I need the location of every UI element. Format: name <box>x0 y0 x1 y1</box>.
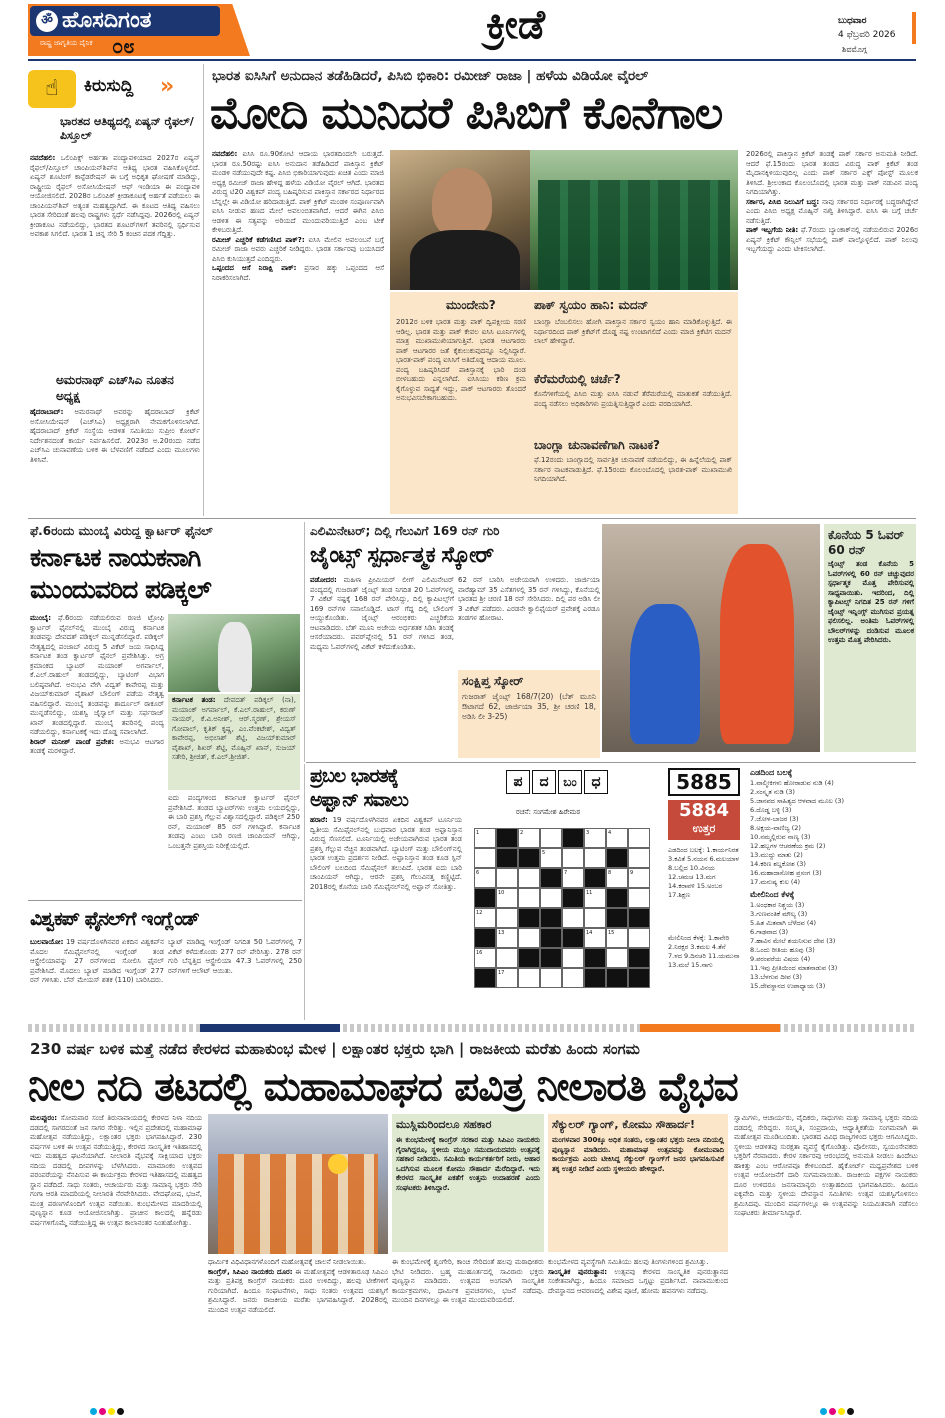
grid-cell <box>540 868 562 888</box>
grid-cell[interactable] <box>496 908 518 928</box>
cmyk-dot <box>847 1408 854 1415</box>
kirusuddi-title: ಕಿರುಸುದ್ದಿ <box>84 76 134 96</box>
grid-cell <box>628 948 650 968</box>
england-place: ಬುಲವಾಯೋ: <box>30 938 64 946</box>
grid-cell <box>518 908 540 928</box>
grid-cell[interactable] <box>562 908 584 928</box>
grid-cell[interactable] <box>562 968 584 988</box>
kirusuddi-place-1: ನವದೆಹಲಿ: <box>30 154 56 162</box>
konege-text: ಜೈಂಟ್ಸ್ ತಂಡ ಕೊನೆಯ 5 ಓವರ್‌ಗಳಲ್ಲಿ 60 ರನ್ ಚಚ್ಚುವುದರ ಸ್ಪರ್ಧಾತ್ಮಕ ಮೊತ್ತ ಪೇರಿಸುವಲ್ಲಿ ಸಾಧ್ಯವಾಯಿತು. ಇದರಿಂದ, ದಿಲ್ಲಿ ಕ್ಯಾಪಿಟಲ್ಸ್ ನಿಗದಿತ 25 ರನ್ ಗಳಿಗೆ ಜೈಂಟ್ಸ್ ಇನ್ನಿಂಗ್ಸ್ ಮುಗಿಸುವ ಪ್ರಯತ್ನ ಫಲಿಸಲಿಲ್ಲ. ಅಂತಿಮ ಓವರ್‌ಗಳಲ್ಲಿ ಬೌಲರ್‌ಗಳನ್ನು ದಂಡಿಸುವ ಮೂಲಕ ಉತ್ತಮ ಮೊತ್ತ ಪೇರಿಸಿದರು. <box>828 560 914 644</box>
answer-across: ಎಡದಿಂದ ಬಲಕ್ಕೆ: 1.ಕಾರ್ಯನಿರತ 3.ಕವಿತೆ 5.ನಯನ 6.ಮಲಯಾಳ 8.ಬಲ್ಲಿದ 10.ವಿನಯ 12.ಚಮಚ 13.ಮಗ 14.ಕರಾವಳಿ 15.ಅಂಬರ 17.ಶಿಕ್ಷಣ <box>668 846 739 899</box>
section-rule-3 <box>28 900 302 901</box>
lead-sub-1: ರಮೀಜ್ ಎಚ್ಚರಿಕೆ ಕಡೆಗಣಿಸಿದ ಪಾಕ್?: <box>212 235 305 244</box>
grid-cell <box>540 928 562 948</box>
grid-cell <box>496 848 518 868</box>
lead-kicker: ಭಾರತ ಐಸಿಸಿಗೆ ಅನುದಾನ ತಡೆಹಿಡಿದರೆ, ಪಿಸಿಬಿ ಭಿಕಾರಿ: ರಮೀಜ್ ರಾಜಾ | ಹಳೆಯ ವಿಡಿಯೋ ವೈರಲ್ <box>212 68 649 84</box>
kerala-sub-2: ಸಾಂಸ್ಕೃತಿಕ ಪುನರುತ್ಥಾನ: <box>548 1267 608 1276</box>
photo-striker <box>720 544 794 744</box>
clue-item: 10.ನಮ್ಮಲ್ಲಿರುವ ನಾಣ್ಯ (3) <box>750 833 811 841</box>
england-body-1: ಬುಲವಾಯೋ: 19 ವರ್ಷದೊಳಗಿನವರ ಏಕದಿನ ವಿಶ್ವಕಪ್‌ನ ಮೊದಲ ಸೆಮಿಫೈನಲ್‌ನಲ್ಲಿ ಇಂಗ್ಲೆಂಡ್ ತಂಡ ಆಸ್ಟ್ರೇಲಿಯಾವನ್ನು 27 ರನ್‌ಗಳಿಂದ ಸೋಲಿಸಿ ಫೈನಲ್ ಪ್ರವೇಶಿಸಿದೆ. ಮೊದಲು ಬ್ಯಾಟ್ ಮಾಡಿದ ಇಂಗ್ಲೆಂಡ್ 277 ರನ್ ಗಳಿಸಿತು. ಬೆನ್ ಮೇಯಸ್ ಶತಕ (110) ಬಾರಿಸಿದರು. <box>30 938 164 984</box>
grid-cell <box>606 908 628 928</box>
kirusuddi-head-1: ಭಾರತದ ಆತಿಥ್ಯದಲ್ಲಿ ಏಷ್ಯನ್ ರೈಫಲ್/ಪಿಸ್ತೂಲ್ <box>60 115 194 142</box>
grid-cell <box>496 828 518 848</box>
logo-tagline: ರಾಷ್ಟ್ರ ಜಾಗೃತಿಯ ದೈನಿಕ <box>40 39 93 47</box>
konege-title: ಕೊನೆಯ 5 ಓವರ್ 60 ರನ್ <box>828 528 904 557</box>
footer-registration-marks <box>90 1408 130 1416</box>
cmyk-dot <box>117 1408 124 1415</box>
grid-cell <box>540 908 562 928</box>
clue-item: 8.ಅಕ್ಷಯ-ವಾಣಿಜ್ಯ (2) <box>750 824 801 832</box>
box-body-4: ಫೆ.12ರಂದು ಬಾಂಗ್ಲಾದಲ್ಲಿ ಸಾರ್ವತ್ರಿಕ ಚುನಾವಣೆ ನಡೆಯಲಿದ್ದು, ಈ ಹಿನ್ನೆಲೆಯಲ್ಲಿ ಪಾಕ್ ಸರ್ಕಾರ ನಾಟಕವಾಡುತ್ತಿದೆ. ಫೆ.15ರಂದು ಕೊಲಂಬೊದಲ್ಲಿ ಭಾರತ-ಪಾಕ್ ಮುಖಾಮುಖಿ ನಿಗದಿಯಾಗಿದೆ. <box>534 456 732 483</box>
box-head-3: ಕೆರೆಮರೆಯಲ್ಲಿ ಚರ್ಚೆ? <box>534 372 621 386</box>
kerala-box-2-title: ಸೆಕ್ಯುಲರ್ ಗ್ಯಾಂಗ್, ಕೋಮು ಸೌಹಾರ್ದ! <box>552 1118 695 1131</box>
left-column-rule <box>203 64 204 516</box>
afghan-headline-2: ಅಫ್ಘಾನ್ ಸವಾಲು <box>310 789 408 811</box>
lead-col-1: ನವದೆಹಲಿ: ಐಸಿಸಿ ರೂ.90ಕೋಟಿ ಆದಾಯ ಭಾರತದಿಂದಲೇ ಬರುತ್ತದೆ. ಭಾರತ ರೂ.50ರಷ್ಟು ಐಸಿಸಿ ಅನುದಾನ ತಡೆಹಿಡಿದರೆ ಪಾಕಿಸ್ತಾನ ಕ್ರಿಕೆಟ್ ಮಂಡಳಿ ನಡೆಯುವುದೇ ಕಷ್ಟ. ಪಿಸಿಬಿ ಭಿಕಾರಿಯಾಗುವುದು ಖಚಿತ ಎಂದು ಮಾಜಿ ಅಧ್ಯಕ್ಷ ರಮೀಜ್ ರಾಜಾ ಹೇಳಿದ್ದ ಹಳೆಯ ವಿಡಿಯೋ ವೈರಲ್ ಆಗಿದೆ. ಭಾರತದ ವಿರುದ್ಧ ಟಿ20 ವಿಶ್ವಕಪ್ ಪಂದ್ಯ ಬಹಿಷ್ಕರಿಸುವ ಪಾಕಿಸ್ತಾನ ಸರ್ಕಾರದ ನಿರ್ಧಾರದ ಬೆನ್ನಲ್ಲೇ ಈ ವಿಡಿಯೋ ಹರಿದಾಡುತ್ತಿದೆ. ಪಾಕ್ ಕ್ರಿಕೆಟ್ ಮಂಡಳಿ ಸಂಪೂರ್ಣವಾಗಿ ಐಸಿಸಿ ನೀಡುವ ಹಣದ ಮೇಲೆ ಅವಲಂಬಿತವಾಗಿದೆ. ಆದರೆ ಈಗಿನ ಪಿಸಿಬಿ ಆಡಳಿತ ಈ ಸತ್ಯವನ್ನು ಅರಿಯದೆ ಮುಂದುವರಿಯುತ್ತಿದೆ ಎಂಬ ಟೀಕೆ ಕೇಳಿಬರುತ್ತಿದೆ. ರಮೀಜ್ ಎಚ್ಚರಿಕೆ ಕಡೆಗಣಿಸಿದ ಪಾಕ್?: ಐಸಿಸಿ ಮೇಲಿನ ಅವಲಂಬನೆ ಬಗ್ಗೆ ರಮೀಜ್ ರಾಜಾ ಅವರು ಎಚ್ಚರಿಕೆ ನೀಡಿದ್ದರು. ಭಾರತ ಸರ್ಕಾರವು ಬಯಸಿದರೆ ಪಿಸಿಬಿ ಕುಸಿಯುತ್ತದೆ ಎಂದಿದ್ದರು. ಒಪ್ಪಂದದ ಆಸೆ ನಿರಾಕ್ಷಿ ಪಾಕ್: ಪ್ರಸಾರ ಹಕ್ಕು ಒಪ್ಪಂದದ ಆಸೆ ನಿರಾಕರಿಸಲಾಗಿದೆ. <box>212 150 384 282</box>
grid-cell <box>628 908 650 928</box>
giants-place: ವಡೋದರ: <box>310 576 337 584</box>
grid-cell[interactable] <box>518 968 540 988</box>
grid-cell <box>562 888 584 908</box>
grid-cell[interactable]: 2 <box>518 828 540 848</box>
clue-item: 6.ದೊಡ್ಡ ಬಳ್ಳಿ (3) <box>750 806 792 814</box>
clue-item: 8.ಒಂದು ರೀತಿಯ ಹೂವು (3) <box>750 946 815 954</box>
grid-cell[interactable] <box>540 828 562 848</box>
karnataka-team-list: ದೇವದತ್ ಪಡಿಕ್ಕಲ್ (ನಾ), ಮಯಾಂಕ್ ಅಗರ್ವಾಲ್, ಕೆ.ಎಲ್.ರಾಹುಲ್, ಕರುಣ್ ನಾಯರ್, ಕೆ.ವಿ.ಅನೀಶ್, ಆರ್.ಸ್ಮರಣ್, ಶ್ರೇಯಸ್ ಗೋಪಾಲ್, ಕೃತಿಕ್ ಕೃಷ್ಣ, ಎಂ.ವೆಂಕಟೇಶ್, ವಿದ್ವತ್ ಕಾವೇರಪ್ಪ, ಅಭಿಲಾಶ್ ಶೆಟ್ಟಿ, ವಿಜಯ್‌ಕುಮಾರ್ ವೈಶಾಖ್, ಶಿಖರ್ ಶೆಟ್ಟಿ, ಮೊಹ್ಸಿನ್ ಖಾನ್, ಸುಜಯ್ ಸತೇರಿ, ಶ್ರೀಜಿತ್, ಕೆ.ಎಲ್.ಶ್ರೀಜಿತ್. <box>172 696 296 761</box>
masthead-accent-bar <box>912 12 916 44</box>
grid-cell[interactable] <box>606 948 628 968</box>
grid-cell[interactable]: 5 <box>540 848 562 868</box>
kerala-headline: ನೀಲ ನದಿ ತಟದಲ್ಲಿ ಮಹಾಮಾಘದ ಪವಿತ್ರ ನೀಲಾರತಿ ವೈಭವ <box>28 1065 738 1110</box>
giants-kicker: ಎಲಿಮಿನೇಟರ್; ದಿಲ್ಲಿ ಗೆಲುವಿಗೆ 169 ರನ್ ಗುರಿ <box>310 524 500 538</box>
clues-down-list <box>750 901 918 991</box>
section-title: ಕ್ರೀಡೆ <box>486 2 545 48</box>
masthead-city: ಶಿವಮೊಗ್ಗ <box>842 45 867 54</box>
clue-item: 13.ಮುದ್ದು ಮಾತು (2) <box>750 851 803 859</box>
clue-item: 1.ಅಂಧಕಾರ ನಿಶ್ಚಯ (3) <box>750 901 805 909</box>
kirusuddi-badge <box>28 68 184 108</box>
grid-cell[interactable] <box>628 828 650 848</box>
masthead <box>0 0 945 60</box>
lead-sub-2: ಒಪ್ಪಂದದ ಆಸೆ ನಿರಾಕ್ಷಿ ಪಾಕ್: <box>212 264 297 272</box>
giants-headline: ಜೈಂಟ್ಸ್ ಸ್ಪರ್ಧಾತ್ಮಕ ಸ್ಕೋರ್ <box>310 543 494 568</box>
box-body-2: ಬಾಂಗ್ಲಾ ಬೆಂಬಲಿಸಲು ಹೋಗಿ ಪಾಕಿಸ್ತಾನ ಸರ್ಕಾರ ಸ್ವಯಂ ಹಾನಿ ಮಾಡಿಕೊಳ್ಳುತ್ತಿದೆ. ಈ ನಿರ್ಧಾರದಿಂದ ಪಾಕ್ ಕ್ರಿಕೆಟ್‌ಗೆ ದೊಡ್ಡ ನಷ್ಟ ಉಂಟಾಗಲಿದೆ ಎಂದು ಮಾಜಿ ಕ್ರಿಕೆಟಿಗ ಮದನ್ ಲಾಲ್ ಹೇಳಿದ್ದಾರೆ. <box>534 318 732 345</box>
grid-cell[interactable] <box>628 848 650 868</box>
padikkal-sub: ಶಿರಾರ್ ಮನೀಶ್ ಪಾಂಡೆ ಪ್ರವೇಶ: <box>30 737 115 746</box>
afghan-place: ಹರಾರೆ: <box>310 816 328 824</box>
box-body-3: ಕೊನೆಗಳಿಗೆಯಲ್ಲಿ ಪಿಸಿಬಿ ಮತ್ತು ಐಸಿಸಿ ನಡುವೆ ತೆರೆಮರೆಯಲ್ಲಿ ಮಾತುಕತೆ ನಡೆಯುತ್ತಿದೆ. ಪಂದ್ಯ ನಡೆಸಲು ಅಧಿಕಾರಿಗಳು ಪ್ರಯತ್ನಿಸುತ್ತಿದ್ದಾರೆ ಎಂದು ವರದಿಯಾಗಿದೆ. <box>534 390 732 408</box>
grid-cell <box>628 968 650 988</box>
ramiz-raja-photo <box>390 150 530 290</box>
clue-item: 6.ಗಾಢವಾದ (3) <box>750 928 789 936</box>
answer-label: ಉತ್ತರ <box>692 822 716 835</box>
kerala-body-5: ಸ್ವಾಮಿಗಳು, ಆಚಾರ್ಯರು, ವೈದಿಕರು, ಸಾಧುಗಳು ಮತ್ತು ಸಾಮಾನ್ಯ ಭಕ್ತರು ನದಿಯ ದಡದಲ್ಲಿ ಸೇರಿದ್ದರು. ಸಂಸ್ಕೃತಿ, ಸಂಪ್ರದಾಯ, ಆಧ್ಯಾತ್ಮಿಕತೆಯ ಸಂಗಮವಾಗಿ ಈ ಮಹೋತ್ಸವ ಮೂಡಿಬಂದಿತು. ಭಾರತದ ವಿವಿಧ ರಾಜ್ಯಗಳಿಂದ ಭಕ್ತರು ಆಗಮಿಸಿದ್ದರು. ಸ್ಥಳೀಯ ಆಡಳಿತವು ಸುರಕ್ಷತಾ ವ್ಯವಸ್ಥೆ ಕೈಗೊಂಡಿತ್ತು. ಪೊಲೀಸರು, ಸ್ವಯಂಸೇವಕರು ಭಕ್ತರಿಗೆ ನೆರವಾದರು. ಕೇರಳ ಸರ್ಕಾರವು ಆರಂಭದಲ್ಲಿ ಅನುಮತಿ ನೀಡಲು ಹಿಂದೇಟು ಹಾಕಿತ್ತು ಎಂಬ ಆರೋಪವೂ ಕೇಳಿಬಂದಿದೆ. ಹೈಕೋರ್ಟ್ ಮಧ್ಯಪ್ರವೇಶದ ಬಳಿಕ ಉತ್ಸವ ಆಯೋಜನೆಗೆ ದಾರಿ ಸುಗಮವಾಯಿತು. ರಾಜಕೀಯ ಪಕ್ಷಗಳ ನಾಯಕರು ದೂರ ಉಳಿದರೂ ಜನಸಾಮಾನ್ಯರು ಉತ್ಸಾಹದಿಂದ ಭಾಗವಹಿಸಿದರು. ಹಿಂದೂ ಐಕ್ಯವೇದಿ ಮತ್ತು ಸ್ಥಳೀಯ ದೇವಸ್ಥಾನ ಸಮಿತಿಗಳು ಉತ್ಸವ ಯಶಸ್ವಿಗೊಳಿಸಲು ಶ್ರಮಿಸಿದವು. ಮುಂದಿನ ವರ್ಷಗಳಲ್ಲೂ ಈ ಉತ್ಸವವನ್ನು ನಿಯಮಿತವಾಗಿ ನಡೆಸಲು ಸಂಘಟಕರು ತೀರ್ಮಾನಿಸಿದ್ದಾರೆ. <box>734 1114 918 1217</box>
section-rule-2 <box>306 762 916 763</box>
cmyk-dot <box>90 1408 97 1415</box>
clue-item: 3.ಗುಣವಂತಿಕೆ ಮೌಲ್ಯ (3) <box>750 910 808 918</box>
grid-cell[interactable]: 8 <box>606 868 628 888</box>
kirusuddi-head-2: ಅಮರನಾಥ್ ಎಚ್‌ಸಿಎ ನೂತನ ಅಧ್ಯಕ್ಷ <box>56 373 174 403</box>
grid-cell[interactable] <box>496 868 518 888</box>
grid-cell[interactable] <box>474 848 496 868</box>
grid-cell[interactable] <box>518 888 540 908</box>
lead-place: ನವದೆಹಲಿ: <box>212 150 238 158</box>
grid-cell[interactable]: 10 <box>496 888 518 908</box>
lead-col-3: 2026ರಲ್ಲಿ ಪಾಕಿಸ್ತಾನ ಕ್ರಿಕೆಟ್ ತಂಡಕ್ಕೆ ಪಾಕ್ ಸರ್ಕಾರ ಅನುಮತಿ ನೀಡಿದೆ. ಆದರೆ ಫೆ.15ರಂದು ಭಾರತ ತಂಡದ ವಿರುದ್ಧ ಪಾಕ್ ಕ್ರಿಕೆಟ್ ತಂಡ ಮೈದಾನಕ್ಕಿಳಿಯುವುದಿಲ್ಲ ಎಂದು ಪಾಕ್ ಸರ್ಕಾರ ಎಕ್ಸ್ ಪೋಸ್ಟ್ ಮೂಲಕ ತಿಳಿಸಿದೆ. ಶ್ರೀಲಂಕಾದ ಕೊಲಂಬೊದಲ್ಲಿ ಭಾರತ ಮತ್ತು ಪಾಕ್ ನಡುವಿನ ಪಂದ್ಯ ನಿಗದಿಯಾಗಿತ್ತು. ಸರ್ಕಾರ, ಪಿಸಿಬಿ ನಿಲುವಿಗೆ ಬದ್ಧ: ನಾವು ಸರ್ಕಾರದ ನಿರ್ಧಾರಕ್ಕೆ ಬದ್ಧರಾಗಿದ್ದೇವೆ ಎಂದು ಪಿಸಿಬಿ ಅಧ್ಯಕ್ಷ ಮೊಹ್ಸಿನ್ ನಖ್ವಿ ತಿಳಿಸಿದ್ದಾರೆ. ಐಸಿಸಿ ಈ ಬಗ್ಗೆ ಚರ್ಚೆ ನಡೆಸುತ್ತಿದೆ. ಪಾಕ್ ಇಬ್ಬಗೆಯ ನೀತಿ: ಫೆ.7ರಂದು ಬ್ಯಾಂಕಾಕ್‌ನಲ್ಲಿ ನಡೆಯಲಿರುವ 2026ರ ಏಷ್ಯನ್ ಕ್ರಿಕೆಟ್ ಕೌನ್ಸಿಲ್ ಸಭೆಯಲ್ಲಿ ಪಾಕ್ ಪಾಲ್ಗೊಳ್ಳಲಿದೆ. ಪಾಕ್ ನಿಲುವು ಇಬ್ಬಗೆಯದ್ದು ಎಂದು ಟೀಕಿಸಲಾಗಿದೆ. <box>746 150 918 253</box>
clue-item: 7.ಜೋಳ-ಬಾಜರ (3) <box>750 815 799 823</box>
grid-cell <box>540 948 562 968</box>
box-head-1: ಮುಂದೇನು? <box>446 298 496 312</box>
kerala-place: ಮಲಪ್ಪುರಂ: <box>30 1114 58 1122</box>
grid-cell[interactable] <box>628 888 650 908</box>
grid-cell[interactable]: 14 <box>584 928 606 948</box>
clue-item: 16.ಮಹಾದಾಸೋಹ ಪ್ರಸಂಗ (3) <box>750 869 822 877</box>
giants-body-1: ವಡೋದರ: ಮಹಿಳಾ ಪ್ರೀಮಿಯರ್ ಲೀಗ್ ಎಲಿಮಿನೇಟರ್ ಪಂದ್ಯದಲ್ಲಿ ಗುಜರಾತ್ ಜೈಂಟ್ಸ್ ತಂಡ ನಿಗದಿತ 20 ಓವರ್‌ಗಳಲ್ಲಿ 7 ವಿಕೆಟ್ ನಷ್ಟಕ್ಕೆ 168 ರನ್ ಪೇರಿಸಿದ್ದು, ದಿಲ್ಲಿ ಕ್ಯಾಪಿಟಲ್ಸ್‌ಗೆ 169 ರನ್‌ಗಳ ಸವಾಲೊಡ್ಡಿದೆ. ಟಾಸ್ ಗೆದ್ದ ದಿಲ್ಲಿ ಬೌಲಿಂಗ್ ಆಯ್ದುಕೊಂಡಿತು. ಜೈಂಟ್ಸ್ ಆರಂಭಿಕರು ಎಚ್ಚರಿಕೆಯ ಆಟವಾಡಿದರು. ಬೆತ್ ಮೂನಿ ಅಜೇಯ ಅರ್ಧಶತಕ ಸಿಡಿಸಿ ತಂಡಕ್ಕೆ ಆಸರೆಯಾದರು. ಪವರ್‌ಪ್ಲೇನಲ್ಲಿ 51 ರನ್ ಗಳಿಸಿದ ತಂಡ, ಮಧ್ಯಮ ಓವರ್‌ಗಳಲ್ಲಿ ವಿಕೆಟ್ ಕಳೆದುಕೊಂಡಿತು. <box>310 576 454 651</box>
grid-cell[interactable] <box>562 848 584 868</box>
grid-cell[interactable]: 13 <box>496 928 518 948</box>
afghan-body: ಹರಾರೆ: 19 ವರ್ಷದೊಳಗಿನವರ ಏಕದಿನ ವಿಶ್ವಕಪ್ ಟೂರ್ನಿಯ ದ್ವಿತೀಯ ಸೆಮಿಫೈನಲ್‌ನಲ್ಲಿ ಬುಧವಾರ ಭಾರತ ತಂಡ ಅಫ್ಘಾನಿಸ್ತಾನ ವಿರುದ್ಧ ಸೆಣಸಲಿದೆ. ಟೂರ್ನಿಯಲ್ಲಿ ಅಜೇಯವಾಗಿರುವ ಭಾರತ ತಂಡ ಪ್ರಶಸ್ತಿ ಗೆಲ್ಲುವ ನೆಚ್ಚಿನ ತಂಡವಾಗಿದೆ. ಬ್ಯಾಟಿಂಗ್ ಮತ್ತು ಬೌಲಿಂಗ್‌ನಲ್ಲಿ ಭಾರತ ಉತ್ತಮ ಪ್ರದರ್ಶನ ನೀಡಿದೆ. ಅಫ್ಘಾನಿಸ್ತಾನ ತಂಡ ಕೂಡ ಸ್ಪಿನ್ ಬೌಲಿಂಗ್ ಬಲದಿಂದ ಸೆಮಿಫೈನಲ್ ತಲುಪಿದೆ. ಭಾರತ ಐದು ಬಾರಿ ಚಾಂಪಿಯನ್ ಆಗಿದ್ದು, ಆರನೇ ಪ್ರಶಸ್ತಿ ಗೆಲುವಿನತ್ತ ಕಣ್ಣಿಟ್ಟಿದೆ. 2018ರಲ್ಲಿ ಕೊನೆಯ ಬಾರಿ ಸೆಮಿಫೈನಲ್‌ನಲ್ಲಿ ಅಫ್ಘಾನ್ ಸೋತಿತ್ತು. <box>310 816 462 891</box>
grid-cell <box>562 928 584 948</box>
clues-across-title: ಎಡದಿಂದ ಬಲಕ್ಕೆ <box>750 768 793 777</box>
grid-cell <box>584 968 606 988</box>
clue-item: 15.ದೇವಸ್ಥಾನದ ಉಪಾಧ್ಯಾಯ (3) <box>750 982 826 990</box>
grid-cell <box>606 888 628 908</box>
grid-cell[interactable] <box>540 968 562 988</box>
masthead-day: ಬುಧವಾರ <box>838 16 867 26</box>
cmyk-dot <box>108 1408 115 1415</box>
padikkal-place: ಮುಂಬೈ: <box>30 614 52 622</box>
grid-cell[interactable]: 1 <box>474 828 496 848</box>
lead-sub-3: ಸರ್ಕಾರ, ಪಿಸಿಬಿ ನಿಲುವಿಗೆ ಬದ್ಧ: <box>746 197 820 206</box>
grid-cell[interactable]: 12 <box>474 908 496 928</box>
grid-cell <box>474 888 496 908</box>
answer-down: ಮೇಲಿನಿಂದ ಕೆಳಕ್ಕೆ: 1.ಕಾವೇರಿ 2.ನಿರಕ್ಷರ 3.ಕಮಲ 4.ತೆನೆ 7.ಳದ 9.ದಿನಚರಿ 11.ಯಮುನಾ 13.ಮಲೆ 15.ಸಾಗು <box>668 934 740 969</box>
grid-cell[interactable] <box>518 928 540 948</box>
clue-item: 1.ವಾಲ್ಮೀಕಿಗಳು ಹೋರಾಡುವ ನುಡಿ (4) <box>750 779 834 787</box>
pak-team-photo <box>530 150 738 290</box>
afghan-headline-1: ಪ್ರಬಲ ಭಾರತಕ್ಕೆ <box>310 765 398 787</box>
clue-item: 14.ಕಠಿಣ ಶಬ್ದಕೋಶ (3) <box>750 860 806 868</box>
clue-item: 13.ಬೆಳಗುವ ದೀಪ (3) <box>750 973 802 981</box>
masthead-date: 4 ಫೆಬ್ರವರಿ 2026 <box>838 30 896 40</box>
lead-headline: ಮೋದಿ ಮುನಿದರೆ ಪಿಸಿಬಿಗೆ ಕೊನೆಗಾಲ <box>210 88 723 139</box>
clue-item: 5.ಜಾನಪದ ಸಾಹಿತ್ಯದ ಆಳವಾದ ಮೂಲ (3) <box>750 797 845 805</box>
neelarathi-photo <box>208 1114 388 1254</box>
grid-cell[interactable] <box>540 888 562 908</box>
grid-cell[interactable]: 3 <box>584 828 606 848</box>
masthead-rule <box>28 59 916 61</box>
kerala-box-2-text: ಮಂಗಳವಾರ 300ಕ್ಕೂ ಅಧಿಕ ಸಂತರು, ಲಕ್ಷಾಂತರ ಭಕ್ತರು ನೀಲಾ ನದಿಯಲ್ಲಿ ಪುಣ್ಯಸ್ನಾನ ಮಾಡಿದರು. ಮಹಾಮಾಘ ಉತ್ಸವವನ್ನು ಕೋಮುವಾದಿ ಕಾರ್ಯಕ್ರಮ ಎಂದು ಟೀಕಿಸಿದ್ದ ಸೆಕ್ಯುಲರ್ ಗ್ಯಾಂಗ್‌ಗೆ ಜನರ ಭಾಗವಹಿಸುವಿಕೆ ತಕ್ಕ ಉತ್ತರ ನೀಡಿದೆ ಎಂದು ಸ್ಥಳೀಯರು ಹೇಳಿದ್ದಾರೆ. <box>552 1136 724 1173</box>
grid-cell[interactable]: 9 <box>628 868 650 888</box>
kirusuddi-body-2: ಹೈದರಾಬಾದ್: ಅಮರನಾಥ್ ಅವರನ್ನು ಹೈದರಾಬಾದ್ ಕ್ರಿಕೆಟ್ ಅಸೋಸಿಯೇಷನ್ (ಎಚ್‌ಸಿಎ) ಅಧ್ಯಕ್ಷರಾಗಿ ನೇಮಕಗೊಳಿಸಲಾಗಿದೆ. ಹೈದರಾಬಾದ್ ಕ್ರಿಕೆಟ್ ಸಂಸ್ಥೆಯ ಆಡಳಿತ ಸಮಿತಿಯು ಸುಪ್ರೀಂ ಕೋರ್ಟ್ ನಿರ್ದೇಶನದಂತೆ ಕಾರ್ಯ ನಿರ್ವಹಿಸಲಿದೆ. 2023ರ ಅ.20ರಂದು ನಡೆದ ಎಚ್‌ಸಿಎ ಚುನಾವಣೆಯ ಬಳಿಕ ಈ ಬೆಳವಣಿಗೆ ನಡೆದಿದೆ ಎಂದು ಮೂಲಗಳು ತಿಳಿಸಿವೆ. <box>30 408 200 464</box>
grid-cell[interactable] <box>584 848 606 868</box>
wpl-action-photo <box>602 524 820 752</box>
box-body-1: 2012ರ ಬಳಿಕ ಭಾರತ ಮತ್ತು ಪಾಕ್ ದ್ವಿಪಕ್ಷೀಯ ಸರಣಿ ಆಡಿಲ್ಲ. ಭಾರತ ಮತ್ತು ಪಾಕ್ ಕೇವಲ ಐಸಿಸಿ ಟೂರ್ನಿಗಳಲ್ಲಿ ಮಾತ್ರ ಮುಖಾಮುಖಿಯಾಗುತ್ತಿವೆ. ಭಾರತ ಆಟಗಾರರು ಪಾಕ್ ಆಟಗಾರರ ಜತೆ ಕೈಕುಲುಕುವುದನ್ನೂ ನಿಲ್ಲಿಸಿದ್ದಾರೆ. ಭಾರತ-ಪಾಕ್ ಪಂದ್ಯ ಐಸಿಸಿಗೆ ಅತಿದೊಡ್ಡ ಆದಾಯ ಮೂಲ. ಪಂದ್ಯ ಬಹಿಷ್ಕರಿಸಿದರೆ ಪಾಕಿಸ್ತಾನಕ್ಕೆ ಭಾರಿ ದಂಡ ಬೀಳಬಹುದು ಎನ್ನಲಾಗಿದೆ. ಐಸಿಸಿಯು ಕಠಿಣ ಕ್ರಮ ಕೈಗೊಳ್ಳುವ ಸಾಧ್ಯತೆ ಇದ್ದು, ಪಾಕ್ ಆಟಗಾರರು ತೊಂದರೆ ಅನುಭವಿಸಬೇಕಾಗಬಹುದು. <box>396 318 526 402</box>
grid-cell <box>518 848 540 868</box>
clue-item: 17.ಮನುಷ್ಯ ಕುಲ (4) <box>750 878 801 886</box>
crossword-title-cell-2: ದ <box>532 770 556 794</box>
col-rule-3 <box>304 764 305 1020</box>
photo-body <box>410 230 520 290</box>
photo-players <box>538 180 730 290</box>
kirusuddi-body-1: ನವದೆಹಲಿ: ಒಲಿಂಪಿಕ್ಸ್ ಅರ್ಹತಾ ಪಂದ್ಯಾವಳಿಯಾದ 2027ರ ಏಷ್ಯನ್ ರೈಫಲ್/ಪಿಸ್ತೂಲ್ ಚಾಂಪಿಯನ್‌ಶಿಪ್‌ನ ಆತಿಥ್ಯ ಭಾರತ ವಹಿಸಿಕೊಳ್ಳಲಿದೆ. ಏಷ್ಯನ್ ಶೂಟಿಂಗ್ ಕಾನ್ಫೆಡರೇಷನ್ ಈ ಬಗ್ಗೆ ಅಧಿಕೃತ ಘೋಷಣೆ ಮಾಡಿದ್ದು, ರಾಷ್ಟ್ರೀಯ ರೈಫಲ್ ಅಸೋಸಿಯೇಷನ್ ಆಫ್ ಇಂಡಿಯಾ ಈ ಪಂದ್ಯಾವಳಿ ಆಯೋಜಿಸಲಿದೆ. 2028ರ ಒಲಿಂಪಿಕ್ ಕ್ರೀಡಾಕೂಟಕ್ಕೆ ಅರ್ಹತೆ ಪಡೆಯಲು ಈ ಚಾಂಪಿಯನ್‌ಶಿಪ್ ಅತ್ಯಂತ ಮಹತ್ವದ್ದಾಗಿದೆ. ಈ ಕೂಟದ ಆತಿಥ್ಯ ವಹಿಸಲು ಭಾರತ ಸೇರಿದಂತೆ ಹಲವು ರಾಷ್ಟ್ರಗಳು ಸ್ಪರ್ಧೆ ನಡೆಸಿದ್ದವು. 2026ರಲ್ಲಿ ಏಷ್ಯನ್ ಕ್ರೀಡಾಕೂಟ ನಡೆಯಲಿದ್ದು, ಭಾರತದ ಶೂಟರ್‌ಗಳಿಗೆ ತವರಿನಲ್ಲಿ ಸ್ಪರ್ಧಿಸುವ ಅವಕಾಶ ಸಿಗಲಿದೆ. ಭಾರತ 1 ಚಿನ್ನ ಸೇರಿ 5 ಕಂಚಿನ ಪದಕ ಗೆದ್ದಿತ್ತು. <box>30 154 200 238</box>
logo-emblem-icon: ॐ <box>36 10 58 32</box>
grid-cell <box>584 868 606 888</box>
section-rule-1 <box>28 518 916 519</box>
footer-registration-marks <box>820 1408 860 1416</box>
grid-cell[interactable]: 15 <box>606 928 628 948</box>
england-body-2: ಬ್ಯಾಟ್ ಮಾಡಿದ್ದ ಇಂಗ್ಲೆಂಡ್ ನಿಗದಿತ 50 ಓವರ್‌ಗಳಲ್ಲಿ 7 ವಿಕೆಟ್ ಕಳೆದುಕೊಂಡು 277 ರನ್ ಪೇರಿಸಿತ್ತು. 278 ರನ್ ಗುರಿ ಬೆನ್ನತ್ತಿದ ಆಸ್ಟ್ರೇಲಿಯಾ 47.3 ಓವರ್‌ಗಳಲ್ಲಿ 250 ರನ್‌ಗಳಿಗೆ ಆಲೌಟ್ ಆಯಿತು. <box>168 938 302 975</box>
grid-cell <box>606 848 628 868</box>
clue-item: 12.ಹಬ್ಬಗಳ ಆಚರಣೆಯ ಕ್ರಮ (2) <box>750 842 826 850</box>
cmyk-dot <box>99 1408 106 1415</box>
cmyk-dot <box>829 1408 836 1415</box>
box-head-4: ಬಾಂಗ್ಲಾ ಚುನಾವಣೆಗಾಗಿ ನಾಟಕ? <box>534 438 661 452</box>
grid-cell[interactable]: 16 <box>474 948 496 968</box>
england-headline: ವಿಶ್ವಕಪ್ ಫೈನಲ್‌ಗೆ ಇಂಗ್ಲೆಂಡ್ <box>30 908 199 930</box>
photo-keeper <box>630 604 700 744</box>
cmyk-dot <box>820 1408 827 1415</box>
padikkal-headline-1: ಕರ್ನಾಟಕ ನಾಯಕನಾಗಿ <box>30 543 201 572</box>
kerala-body-4: ಕುಂಭಮೇಳದ ವ್ಯವಸ್ಥೆಗಾಗಿ ಸಮಿತಿಯು ಹಲವು ತಿಂಗಳುಗಳಿಂದ ಶ್ರಮಿಸಿತ್ತು. ಸಾಂಸ್ಕೃತಿಕ ಪುನರುತ್ಥಾನ: ಉತ್ಸವವು ಕೇರಳದ ಸಾಂಸ್ಕೃತಿಕ ಪುನರುತ್ಥಾನದ ಸಂಕೇತವಾಗಿದ್ದು, ಹಿಂದೂ ಸಮಾಜದ ಒಗ್ಗಟ್ಟು ಪ್ರದರ್ಶಿಸಿದೆ. ನಾವಾಮುಕುಂದ ದೇವಸ್ಥಾನದ ಆವರಣದಲ್ಲಿ ವಿಶೇಷ ಪೂಜೆ, ಹೋಮ ಹವನಗಳು ನಡೆದವು. <box>548 1258 728 1295</box>
kirusuddi-place-2: ಹೈದರಾಬಾದ್: <box>30 408 64 416</box>
clue-item: 11.ಇವು ಪ್ರೀತಿಯಿಂದ ಮಾತನಾಡುವ (3) <box>750 964 838 972</box>
grid-cell <box>518 948 540 968</box>
logo-text: ಹೊಸದಿಗಂತ <box>62 8 152 33</box>
photo-batter <box>218 622 252 692</box>
photo-flame <box>328 1154 348 1174</box>
grid-cell[interactable]: 17 <box>496 968 518 988</box>
clue-item: 2.ಸಂಸ್ಕೃತ ನುಡಿ (3) <box>750 788 795 796</box>
padikkal-kicker: ಫೆ.6ರಂದು ಮುಂಬೈ ವಿರುದ್ಧ ಕ್ವಾರ್ಟರ್ ಫೈನಲ್ <box>30 524 213 538</box>
grid-cell[interactable] <box>518 868 540 888</box>
color-divider-strip <box>28 1024 916 1032</box>
divider-orange <box>640 1024 780 1032</box>
grid-cell[interactable] <box>628 928 650 948</box>
answer-number: 5884 <box>678 800 730 821</box>
scorecard-text: ಗುಜರಾತ್ ಜೈಂಟ್ಸ್ 168/7(20) (ಬೆತ್ ಮೂನಿ ಔಟಾಗದೆ 62, ಜಾರ್ಜಿಯಾ 35, ಶ್ರೀ ಚರಣಿ 18, ಅಡಿಸಿ ಲೀ 3-25) <box>462 692 596 721</box>
grid-cell[interactable]: 11 <box>584 888 606 908</box>
grid-cell <box>606 968 628 988</box>
chevron-right-icon: » <box>160 74 175 99</box>
grid-cell[interactable]: 4 <box>606 828 628 848</box>
clue-item: 9.ಪರಂಪರೆಯ ವಿಷಯ (4) <box>750 955 811 963</box>
photo-priests <box>218 1154 378 1254</box>
clue-item: 5.ಹಿತ ಮಿತವಾಗಿ ಬೆಳೆದವ (4) <box>750 919 817 927</box>
crossword-number: 5885 <box>668 768 740 796</box>
kerala-box-1-title: ಮುಸ್ಲಿಮರಿಂದಲೂ ಸಹಕಾರ <box>396 1118 492 1131</box>
grid-cell <box>562 828 584 848</box>
clue-item: 7.ಹಾವಿನ ಮೇಲೆ ಶಯನಿಸುವ ದೇವ (3) <box>750 937 836 945</box>
col-rule-2 <box>304 522 305 762</box>
kerala-sub-1: ಕಾಂಗ್ರೆಸ್, ಸಿಪಿಎಂ ನಾಯಕರು ದೂರ: <box>208 1267 293 1276</box>
scorecard-title: ಸಂಕ್ಷಿಪ್ತ ಸ್ಕೋರ್ <box>462 674 524 688</box>
karnataka-team-text <box>172 696 296 788</box>
grid-cell[interactable]: 6 <box>474 868 496 888</box>
padikkal-body-2: ಐದು ಪಂದ್ಯಗಳಿಂದ ಕರ್ನಾಟಕ ಕ್ವಾರ್ಟರ್ ಫೈನಲ್ ಪ್ರವೇಶಿಸಿದೆ. ತಂಡದ ಬ್ಯಾಟರ್‌ಗಳು ಉತ್ತಮ ಲಯದಲ್ಲಿದ್ದು, ಈ ಬಾರಿ ಪ್ರಶಸ್ತಿ ಗೆಲ್ಲುವ ವಿಶ್ವಾಸದಲ್ಲಿದ್ದಾರೆ. ಪಡಿಕ್ಕಲ್ 250 ರನ್, ಮಯಾಂಕ್ 85 ರನ್ ಗಳಿಸಿದ್ದಾರೆ. ಕರ್ನಾಟಕ ತಂಡವು ಎಂಟು ಬಾರಿ ರಣಜಿ ಚಾಂಪಿಯನ್ ಆಗಿದ್ದು, ಒಂಬತ್ತನೇ ಪ್ರಶಸ್ತಿಯ ನಿರೀಕ್ಷೆಯಲ್ಲಿದೆ. <box>168 794 300 850</box>
hand-icon: ☝ <box>28 70 76 108</box>
padikkal-headline-2: ಮುಂದುವರಿದ ಪಡಿಕ್ಕಲ್ <box>30 575 211 604</box>
divider-navy <box>200 1024 340 1032</box>
lead-sub-4: ಪಾಕ್ ಇಬ್ಬಗೆಯ ನೀತಿ: <box>746 226 799 234</box>
padikkal-body-1: ಮುಂಬೈ: ಫೆ.6ರಂದು ನಡೆಯಲಿರುವ ರಣಜಿ ಟ್ರೋಫಿ ಕ್ವಾರ್ಟರ್ ಫೈನಲ್‌ನಲ್ಲಿ ಮುಂಬೈ ವಿರುದ್ಧ ಕರ್ನಾಟಕ ತಂಡವನ್ನು ದೇವದತ್ ಪಡಿಕ್ಕಲ್ ಮುನ್ನಡೆಸಲಿದ್ದಾರೆ. ಪಡಿಕ್ಕಲ್ ನೇತೃತ್ವದಲ್ಲಿ ಪಂಜಾಬ್ ವಿರುದ್ಧ 5 ವಿಕೆಟ್ ಜಯ ಸಾಧಿಸಿದ್ದ ಕರ್ನಾಟಕ ತಂಡ ಕ್ವಾರ್ಟರ್ ಫೈನಲ್ ಪ್ರವೇಶಿಸಿತ್ತು. ಅಗ್ರ ಕ್ರಮಾಂಕದ ಬ್ಯಾಟರ್ ಮಯಾಂಕ್ ಅಗರ್ವಾಲ್, ಕೆ.ಎಲ್.ರಾಹುಲ್ ತಂಡದಲ್ಲಿದ್ದು, ಬ್ಯಾಟಿಂಗ್ ವಿಭಾಗ ಬಲಿಷ್ಠವಾಗಿದೆ. ಅನುಭವಿ ವೇಗಿ ವಿದ್ವತ್ ಕಾವೇರಪ್ಪ ಮತ್ತು ವಿಜಯ್‌ಕುಮಾರ್ ವೈಶಾಖ್ ಬೌಲಿಂಗ್ ಪಡೆಯ ನೇತೃತ್ವ ವಹಿಸಲಿದ್ದಾರೆ. ಮುಂಬೈ ತಂಡವನ್ನು ಶಾರ್ದೂಲ್ ಠಾಕೂರ್ ಮುನ್ನಡೆಸಲಿದ್ದು, ಯಶಸ್ವಿ ಜೈಸ್ವಾಲ್ ಮತ್ತು ಸರ್ಫರಾಜ್ ಖಾನ್ ತಂಡದಲ್ಲಿದ್ದಾರೆ. ಮುಂಬೈ ತವರಿನಲ್ಲಿ ಪಂದ್ಯ ನಡೆಯಲಿದ್ದು, ಕರ್ನಾಟಕಕ್ಕೆ ಇದು ದೊಡ್ಡ ಸವಾಲಾಗಿದೆ. ಶಿರಾರ್ ಮನೀಶ್ ಪಾಂಡೆ ಪ್ರವೇಶ: ಅನುಭವಿ ಆಟಗಾರ ತಂಡಕ್ಕೆ ಮರಳಿದ್ದಾರೆ. <box>30 614 164 755</box>
crossword-title-cell-3: ಬಂ <box>558 770 582 794</box>
crossword-title-cell-4: ಧ <box>584 770 608 794</box>
crossword-grid <box>474 828 654 996</box>
crossword-panel <box>470 766 660 1016</box>
kerala-body-3: ಈ ಕುಂಭಮೇಳಕ್ಕೆ ಶೃಂಗೇರಿ, ಕಾಂಚಿ ಸೇರಿದಂತೆ ಹಲವು ಮಠಾಧೀಶರು ಭೇಟಿ ನೀಡಿದರು. ಬ್ರಹ್ಮ ಮುಹೂರ್ತದಲ್ಲಿ ಸಾವಿರಾರು ಭಕ್ತರು ಪುಣ್ಯಸ್ನಾನ ಮಾಡಿದರು. ಉತ್ಸವದ ಅಂಗವಾಗಿ ಸಾಂಸ್ಕೃತಿಕ ಕಾರ್ಯಕ್ರಮಗಳು, ಧಾರ್ಮಿಕ ಪ್ರವಚನಗಳು, ಭಜನೆ ನಡೆದವು. ಮುಂದಿನ ದಿನಗಳಲ್ಲೂ ಈ ಉತ್ಸವ ಮುಂದುವರಿಯಲಿದೆ. <box>392 1258 544 1304</box>
grid-cell <box>474 968 496 988</box>
clues-down-title: ಮೇಲಿನಿಂದ ಕೆಳಕ್ಕೆ <box>750 890 795 899</box>
grid-cell[interactable] <box>584 908 606 928</box>
grid-cell <box>584 948 606 968</box>
kerala-body-2: ಧಾರ್ಮಿಕ ವಿಧಿವಿಧಾನಗಳೊಂದಿಗೆ ಮಹೋತ್ಸವಕ್ಕೆ ಚಾಲನೆ ನೀಡಲಾಯಿತು. ಕಾಂಗ್ರೆಸ್, ಸಿಪಿಎಂ ನಾಯಕರು ದೂರ: ಈ ಮಹೋತ್ಸವಕ್ಕೆ ಆಡಳಿತಾರೂಢ ಸಿಪಿಎಂ ಮತ್ತು ಪ್ರತಿಪಕ್ಷ ಕಾಂಗ್ರೆಸ್ ನಾಯಕರು ದೂರ ಉಳಿದಿದ್ದು, ಹಲವು ಟೀಕೆಗಳಿಗೆ ಗುರಿಯಾಗಿದೆ. ಹಿಂದೂ ಸಂಘಟನೆಗಳು, ಸಾಧು ಸಂತರು ಉತ್ಸವದ ಯಶಸ್ಸಿಗೆ ಶ್ರಮಿಸಿದ್ದಾರೆ. ಜನರು ರಾಜಕೀಯ ಮರೆತು ಭಾಗವಹಿಸಿದ್ದಾರೆ. 2028ರಲ್ಲಿ ಮುಂದಿನ ಉತ್ಸವ ನಡೆಯಲಿದೆ. <box>208 1258 388 1314</box>
grid-cell[interactable] <box>496 948 518 968</box>
crossword-author: ರಚನೆ: ಸಂಗಮೇಶ ಹಿರೇಮಠ <box>516 808 581 816</box>
page-number: ೦೮ <box>112 34 135 58</box>
box-head-2: ಪಾಕ್ ಸ್ವಯಂ ಹಾನಿ: ಮದನ್ <box>534 298 649 312</box>
grid-cell[interactable]: 7 <box>562 868 584 888</box>
karnataka-team-title: ಕರ್ನಾಟಕ ತಂಡ: <box>172 696 216 704</box>
kerala-box-1-text: ಈ ಕುಂಭಮೇಳಕ್ಕೆ ಕಾಂಗ್ರೆಸ್ ಸರಕಾರ ಮತ್ತು ಸಿಪಿಎಂ ನಾಯಕರು ಗೈರಾಗಿದ್ದರೂ, ಸ್ಥಳೀಯ ಮುಸ್ಲಿಂ ಸಮುದಾಯದವರು ಉತ್ಸವಕ್ಕೆ ಸಹಕಾರ ನೀಡಿದರು. ಸಮಿತಿಯ ಕಾರ್ಯಕರ್ತರಿಗೆ ನೀರು, ಆಹಾರ ಒದಗಿಸುವ ಮೂಲಕ ಕೋಮು ಸೌಹಾರ್ದ ಮೆರೆದಿದ್ದಾರೆ. ಇದು ಕೇರಳದ ಸಾಂಸ್ಕೃತಿಕ ಏಕತೆಗೆ ಉತ್ತಮ ಉದಾಹರಣೆ ಎಂದು ಸಂಘಟಕರು ತಿಳಿಸಿದ್ದಾರೆ. <box>396 1136 540 1192</box>
clues-across-list <box>750 779 918 887</box>
crossword-title-cell-1: ಪ <box>506 770 530 794</box>
photo-figure <box>432 168 492 238</box>
cmyk-dot <box>838 1408 845 1415</box>
giants-body-2: 62 ರನ್ ಬಾರಿಸಿ ಅಜೇಯರಾಗಿ ಉಳಿದರು. ಜಾರ್ಜಿಯಾ ವಾರೆಹ್ಯಾಮ್ 35 ಎಸೆತಗಳಲ್ಲಿ 35 ರನ್ ಗಳಿಸಿದ್ದು, ಕೊನೆಯಲ್ಲಿ ಭಾರತದ ಶ್ರೀ ಚರಣಿ 18 ರನ್ ಸೇರಿಸಿದರು. ದಿಲ್ಲಿ ಪರ ಅಡಿಸಿ ಲೀ 3 ವಿಕೆಟ್ ಪಡೆದರು. ಎರಡನೇ ಕ್ವಾಲಿಫೈಯರ್ ಪ್ರವೇಶಕ್ಕೆ ಎರಡೂ ತಂಡಗಳ ಹೋರಾಟ. <box>458 576 600 622</box>
grid-cell <box>474 928 496 948</box>
padikkal-photo <box>168 614 300 692</box>
kerala-body-1: ಮಲಪ್ಪುರಂ: ಸೋಮವಾರ ಸಂಜೆ ತಿರುನಾವಾಯದಲ್ಲಿ ಕೇರಳದ ನಿಳಾ ನದಿಯ ದಡದಲ್ಲಿ ಸಾಗರದಂತೆ ಜನ ಸಾಗರ ಸೇರಿತ್ತು. ಇಲ್ಲಿನ ಪ್ರದೇಶದಲ್ಲಿ ಮಹಾಮಾಘ ಮಹೋತ್ಸವ ನಡೆಯುತ್ತಿದ್ದು, ಲಕ್ಷಾಂತರ ಭಕ್ತರು ಭಾಗವಹಿಸಿದ್ದಾರೆ. 230 ವರ್ಷಗಳ ಬಳಿಕ ಈ ಉತ್ಸವ ನಡೆಯುತ್ತಿದ್ದು, ಕೇರಳದ ಸಾಂಸ್ಕೃತಿಕ ಇತಿಹಾಸದಲ್ಲಿ ಇದು ಮಹತ್ವದ ಘಟನೆಯಾಗಿದೆ. ನೀಲಾರತಿ ವೈಭವಕ್ಕೆ ಸಾಕ್ಷಿಯಾದ ಭಕ್ತರು ನದಿಯ ದಡದಲ್ಲಿ ದೀಪಗಳನ್ನು ಬೆಳಗಿಸಿದರು. ಮಾಮಾಂಕಂ ಉತ್ಸವದ ಪರಂಪರೆಯನ್ನು ನೆನಪಿಸುವ ಈ ಕಾರ್ಯಕ್ರಮ ಕೇರಳದ ಇತಿಹಾಸದಲ್ಲಿ ಮಹತ್ವದ ಸ್ಥಾನ ಪಡೆದಿದೆ. ಸಾಧು ಸಂತರು, ಆಚಾರ್ಯರು ಮತ್ತು ಸಾಮಾನ್ಯ ಭಕ್ತರು ಸೇರಿ ಗಂಗಾ ಆರತಿ ಮಾದರಿಯಲ್ಲಿ ನೀಲಾರತಿ ನೆರವೇರಿಸಿದರು. ವೇದಘೋಷ, ಭಜನೆ, ಮಂತ್ರ ಪಠಣಗಳೊಂದಿಗೆ ಉತ್ಸವ ನಡೆಯಿತು. ಕುಂಭಮೇಳದ ಮಾದರಿಯಲ್ಲಿ ಪುಣ್ಯಸ್ನಾನ ಕೂಡ ಆಯೋಜಿಸಲಾಗಿತ್ತು. ಪ್ರಾಚೀನ ಕಾಲದಲ್ಲಿ ಹನ್ನೆರಡು ವರ್ಷಗಳಿಗೊಮ್ಮೆ ನಡೆಯುತ್ತಿದ್ದ ಈ ಉತ್ಸವ ಕಾಲಾನಂತರ ನಿಂತುಹೋಗಿತ್ತು. <box>30 1114 202 1227</box>
kerala-kicker: 230 ವರ್ಷ ಬಳಿಕ ಮತ್ತೆ ನಡೆದ ಕೇರಳದ ಮಹಾಕುಂಭ ಮೇಳ | ಲಕ್ಷಾಂತರ ಭಕ್ತರು ಭಾಗಿ | ರಾಜಕೀಯ ಮರೆತು ಹಿಂದು ಸಂಗಮ <box>30 1040 640 1058</box>
grid-cell[interactable] <box>562 948 584 968</box>
